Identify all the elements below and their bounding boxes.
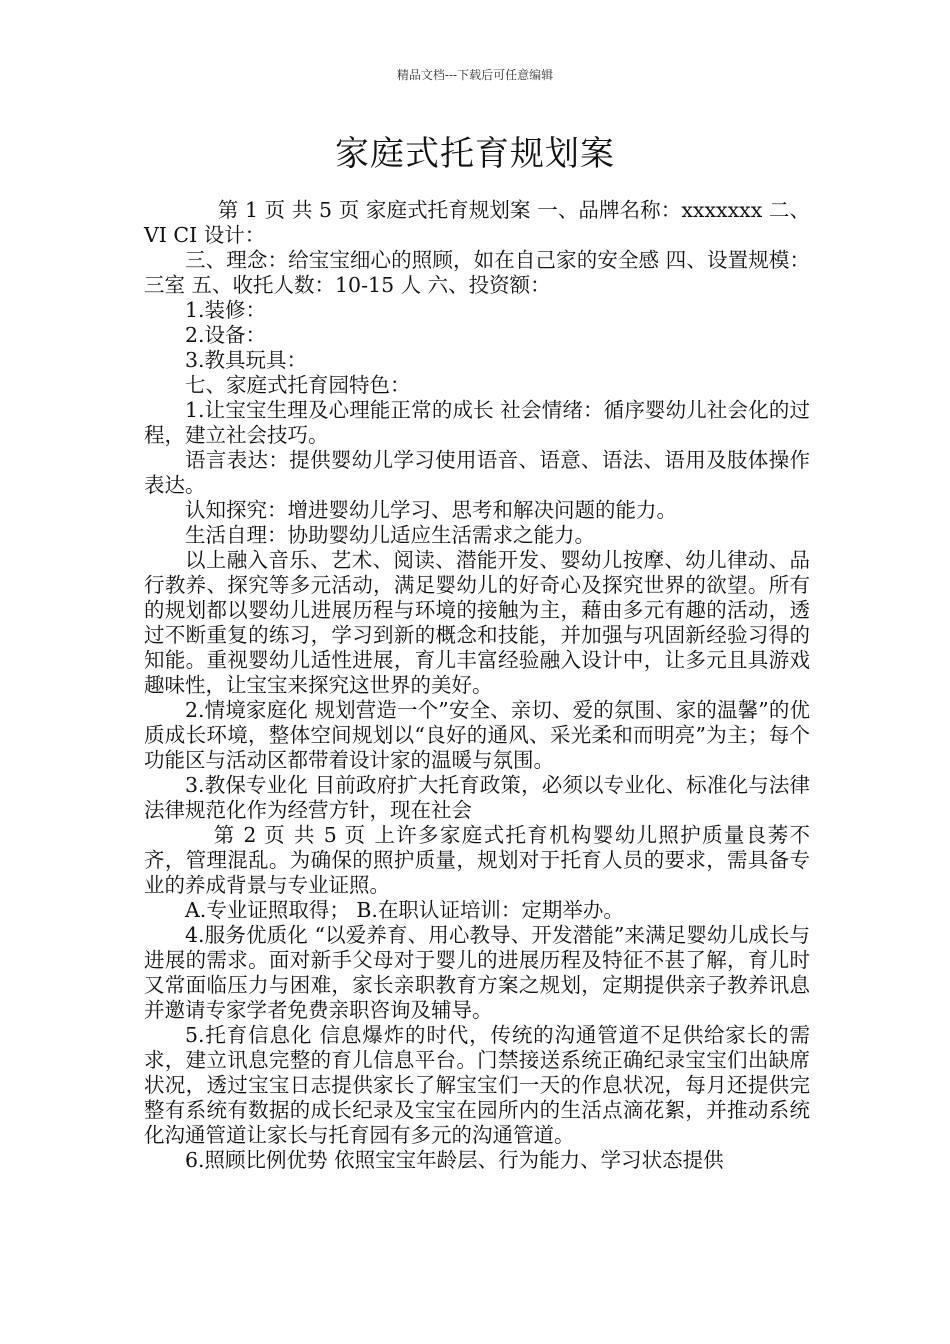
- paragraph-renovation: 1.装修：: [185, 298, 267, 322]
- paragraph-activities: 以上融入音乐、艺术、阅读、潜能开发、婴幼儿按摩、幼儿律动、品行教养、探究等多元活动，满足婴幼儿的好奇心及探究世界的欲望。所有的规划都以婴幼儿进展历程与环境的接触为主，藉由多元有趣的活动，透过不断重复的练习，学习到新的概念和技能，并加强与巩固新经验习得的知能。重视婴幼儿适性进展，育儿丰富经验融入设计中，让多元且具游戏趣味性，让宝宝来探究这世界的美好。: [144, 548, 810, 697]
- paragraph-equipment: 2.设备：: [185, 323, 267, 347]
- paragraph-toys: 3.教具玩具：: [185, 348, 308, 372]
- paragraph-certification: A.专业证照取得； B.在职认证培训：定期举办。: [185, 898, 624, 922]
- paragraph-self-care: 生活自理：协助婴幼儿适应生活需求之能力。: [185, 523, 595, 547]
- paragraph-language: 语言表达：提供婴幼儿学习使用语音、语意、语法、语用及肢体操作表达。: [144, 448, 810, 497]
- paragraph-concept: 三、理念：给宝宝细心的照顾，如在自己家的安全感 四、设置规模：三室 五、收托人数：10-15 人 六、投资额：: [144, 248, 810, 297]
- document-body: [144, 198, 810, 1173]
- paragraph-cognition: 认知探究：增进婴幼儿学习、思考和解决问题的能力。: [185, 498, 677, 522]
- paragraph-page-2-continuation: 第 2 页 共 5 页 上许多家庭式托育机构婴幼儿照护质量良莠不齐，管理混乱。为确保的照护质量，规划对于托育人员的要求，需具备专业的养成背景与专业证照。: [144, 823, 810, 897]
- paragraph-feature-1: 1.让宝宝生理及心理能正常的成长 社会情绪：循序婴幼儿社会化的过程，建立社会技巧。: [144, 398, 810, 447]
- paragraph-feature-5: 5.托育信息化 信息爆炸的时代，传统的沟通管道不足供给家长的需求，建立讯息完整的育儿信息平台。门禁接送系统正确纪录宝宝们出缺席状况，透过宝宝日志提供家长了解宝宝们一天的作息状况，每月还提供完整有系统有数据的成长纪录及宝宝在园所内的生活点滴花絮，并推动系统化沟通管道让家长与托育园有多元的沟通管道。: [144, 1023, 810, 1147]
- paragraph-feature-3: 3.教保专业化 目前政府扩大托育政策，必须以专业化、标准化与法律法律规范化作为经营方针，现在社会: [144, 773, 810, 822]
- paragraph-feature-2: 2.情境家庭化 规划营造一个”安全、亲切、爱的氛围、家的温馨”的优质成长环境，整体空间规划以“良好的通风、采光柔和而明亮”为主；每个功能区与活动区都带着设计家的温暖与氛围。: [144, 698, 810, 772]
- paragraph-feature-6: 6.照顾比例优势 依照宝宝年龄层、行为能力、学习状态提供: [185, 1148, 724, 1172]
- paragraph-page-1-intro: 第 1 页 共 5 页 家庭式托育规划案 一、品牌名称：xxxxxxx 二、VI CI 设计：: [144, 198, 810, 247]
- paragraph-feature-4: 4.服务优质化 “以爱养育、用心教导、开发潜能”来满足婴幼儿成长与进展的需求。面对新手父母对于婴儿的进展历程及特征不甚了解，育儿时又常面临压力与困难，家长亲职教育方案之规划，定期提供亲子教养讯息并邀请专家学者免费亲职咨询及辅导。: [144, 923, 810, 1022]
- header-note: 精品文档---下载后可任意编辑: [396, 68, 554, 82]
- document-title: 家庭式托育规划案: [335, 134, 615, 174]
- paragraph-features-heading: 七、家庭式托育园特色：: [185, 373, 411, 397]
